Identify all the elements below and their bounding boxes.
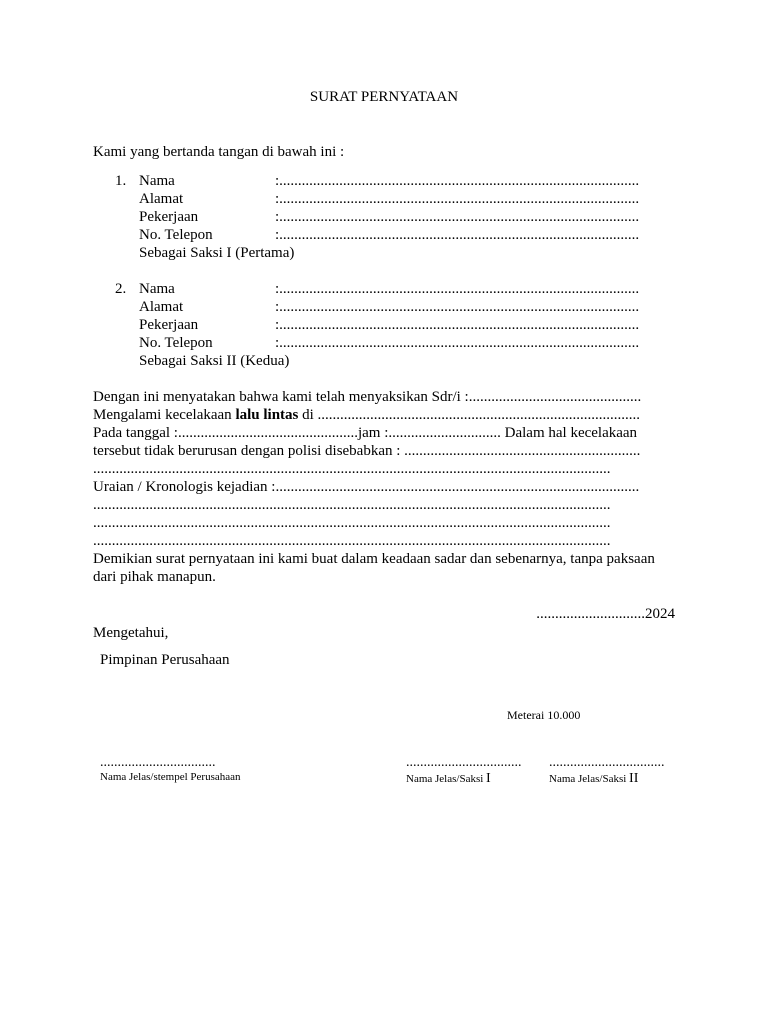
signature-caption-text: Nama Jelas/Saksi	[549, 773, 630, 785]
field-label-pekerjaan: Pekerjaan	[139, 209, 199, 225]
statement-line: Pada tanggal :................................................jam :.............................. Dalam hal kecelakaan	[93, 425, 638, 441]
field-label-pekerjaan: Pekerjaan	[139, 317, 199, 333]
document-title: SURAT PERNYATAAN	[309, 89, 459, 105]
statement-line: ..........................................................................................................................................	[93, 497, 611, 513]
statement-line: Uraian / Kronologis kejadian :.................................................................................................	[93, 479, 640, 495]
field-label-alamat: Alamat	[139, 191, 184, 207]
statement-text: Mengalami kecelakaan	[93, 407, 236, 423]
statement-line: ..........................................................................................................................................	[93, 533, 611, 549]
statement-line: ..........................................................................................................................................	[93, 461, 611, 477]
field-label-telepon: No. Telepon	[139, 227, 213, 243]
intro-text: Kami yang bertanda tangan di bawah ini :	[93, 144, 345, 160]
field-dots-pekerjaan: :................................................................................................	[275, 317, 640, 333]
field-dots-nama: :................................................................................................	[275, 281, 640, 297]
witness-role: Sebagai Saksi I (Pertama)	[139, 245, 295, 261]
field-dots-alamat: :................................................................................................	[275, 299, 640, 315]
field-label-nama: Nama	[139, 281, 175, 297]
signature-caption: Nama Jelas/stempel Perusahaan	[100, 771, 241, 783]
field-dots-nama: :................................................................................................	[275, 173, 640, 189]
leader-label: Pimpinan Perusahaan	[100, 652, 230, 668]
witness-number: 1.	[115, 173, 127, 189]
statement-line: ..........................................................................................................................................	[93, 515, 611, 531]
closing-line: dari pihak manapun.	[93, 569, 216, 585]
stamp-label: Meterai 10.000	[507, 708, 581, 722]
field-label-alamat: Alamat	[139, 299, 184, 315]
signature-line: .................................	[100, 755, 216, 770]
acknowledged-label: Mengetahui,	[93, 625, 169, 641]
closing-line: Demikian surat pernyataan ini kami buat dalam keadaan sadar dan sebenarnya, tanpa paksaan	[93, 551, 655, 567]
statement-line	[93, 406, 640, 424]
statement-line: tersebut tidak berurusan dengan polisi disebabkan : ...............................................................	[93, 443, 641, 459]
signature-caption-roman: II	[629, 771, 639, 786]
statement-bold-text: lalu lintas	[235, 407, 299, 423]
statement-text: di ......................................................................................	[298, 407, 641, 423]
field-label-telepon: No. Telepon	[139, 335, 213, 351]
signature-caption	[406, 769, 491, 788]
signature-caption-text: Nama Jelas/Saksi	[406, 773, 487, 785]
signature-line: .................................	[406, 755, 522, 770]
field-dots-telepon: :................................................................................................	[275, 227, 640, 243]
statement-line: Dengan ini menyatakan bahwa kami telah menyaksikan Sdr/i :..............................................	[93, 389, 642, 405]
field-dots-telepon: :................................................................................................	[275, 335, 640, 351]
date-line: .............................2024	[536, 606, 675, 622]
signature-caption	[549, 769, 638, 788]
witness-role: Sebagai Saksi II (Kedua)	[139, 353, 290, 369]
witness-number: 2.	[115, 281, 127, 297]
field-dots-pekerjaan: :................................................................................................	[275, 209, 640, 225]
signature-line: .................................	[549, 755, 665, 770]
field-label-nama: Nama	[139, 173, 175, 189]
field-dots-alamat: :................................................................................................	[275, 191, 640, 207]
signature-caption-roman: I	[486, 771, 491, 786]
